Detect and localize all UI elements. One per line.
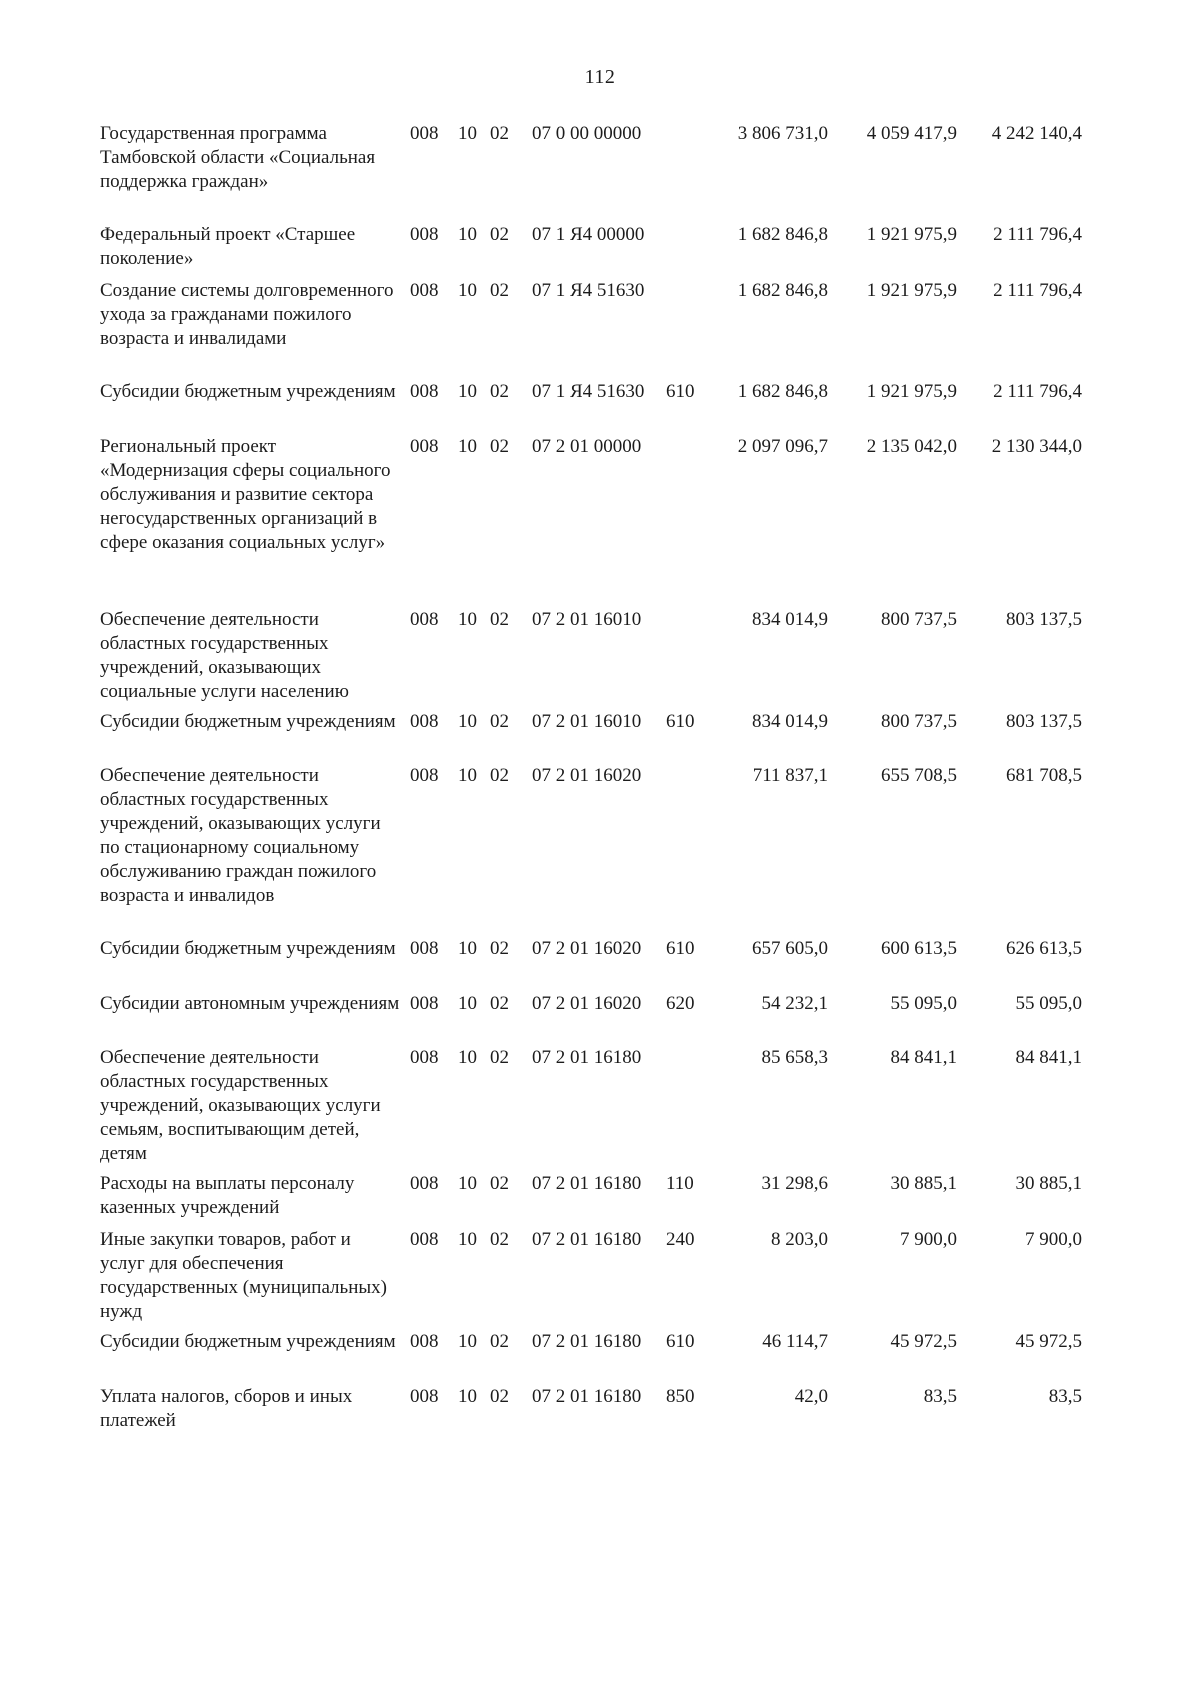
row-grbs-code: 008 <box>410 765 439 786</box>
row-section-code: 10 <box>458 1173 477 1194</box>
row-grbs-code: 008 <box>410 1229 439 1250</box>
row-amount-1: 8 203,0 <box>771 1229 828 1250</box>
row-grbs-code: 008 <box>410 609 439 630</box>
row-amount-2: 800 737,5 <box>881 711 957 732</box>
row-subsection-code: 02 <box>490 1173 509 1194</box>
row-expense-type: 610 <box>666 711 695 732</box>
row-target-article: 07 2 01 16010 <box>532 609 642 630</box>
row-name: Субсидии автономным учреждениям <box>100 993 400 1014</box>
row-amount-2: 45 972,5 <box>890 1331 957 1352</box>
row-amount-3: 803 137,5 <box>1006 711 1082 732</box>
row-name: Иные закупки товаров, работ и услуг для обеспечения государственных (муниципальных) нужд <box>100 1229 387 1322</box>
row-target-article: 07 2 01 16020 <box>532 765 642 786</box>
row-amount-3: 30 885,1 <box>1015 1173 1082 1194</box>
row-amount-1: 42,0 <box>794 1386 828 1407</box>
row-amount-1: 834 014,9 <box>752 609 828 630</box>
row-section-code: 10 <box>458 436 477 457</box>
table-row <box>100 122 1100 192</box>
row-amount-2: 55 095,0 <box>890 993 957 1014</box>
row-grbs-code: 008 <box>410 1331 439 1352</box>
row-amount-3: 2 111 796,4 <box>993 280 1082 301</box>
row-amount-3: 2 130 344,0 <box>991 436 1082 457</box>
row-target-article: 07 2 01 16180 <box>532 1331 642 1352</box>
row-name: Субсидии бюджетным учреждениям <box>100 938 396 959</box>
row-expense-type: 110 <box>666 1173 694 1194</box>
row-name: Обеспечение деятельности областных государственных учреждений, оказывающих услуги семьям, воспитывающим детей, детям <box>100 1047 381 1164</box>
row-amount-3: 2 111 796,4 <box>993 381 1082 402</box>
row-section-code: 10 <box>458 1047 477 1068</box>
row-amount-2: 655 708,5 <box>881 765 957 786</box>
table-row <box>100 380 1100 440</box>
table-row <box>100 435 1100 553</box>
row-amount-1: 2 097 096,7 <box>737 436 828 457</box>
table-row <box>100 223 1100 283</box>
row-name: Расходы на выплаты персоналу казенных учреждений <box>100 1173 355 1218</box>
row-name: Субсидии бюджетным учреждениям <box>100 1331 396 1352</box>
row-amount-3: 84 841,1 <box>1015 1047 1082 1068</box>
row-subsection-code: 02 <box>490 938 509 959</box>
row-target-article: 07 2 01 00000 <box>532 436 642 457</box>
row-amount-3: 7 900,0 <box>1025 1229 1082 1250</box>
row-grbs-code: 008 <box>410 1173 439 1194</box>
row-section-code: 10 <box>458 381 477 402</box>
row-grbs-code: 008 <box>410 381 439 402</box>
row-grbs-code: 008 <box>410 993 439 1014</box>
row-amount-2: 1 921 975,9 <box>866 381 957 402</box>
row-expense-type: 620 <box>666 993 695 1014</box>
row-name: Федеральный проект «Старшее поколение» <box>100 224 356 269</box>
row-grbs-code: 008 <box>410 123 439 144</box>
row-amount-1: 1 682 846,8 <box>737 224 828 245</box>
row-amount-1: 54 232,1 <box>761 993 828 1014</box>
row-name: Обеспечение деятельности областных государственных учреждений, оказывающих социальные услуги населению <box>100 609 349 702</box>
row-amount-2: 600 613,5 <box>881 938 957 959</box>
table-row <box>100 279 1100 349</box>
table-row <box>100 764 1100 906</box>
row-target-article: 07 2 01 16180 <box>532 1386 642 1407</box>
row-grbs-code: 008 <box>410 280 439 301</box>
row-amount-1: 657 605,0 <box>752 938 828 959</box>
row-grbs-code: 008 <box>410 224 439 245</box>
row-name: Создание системы долговременного ухода за гражданами пожилого возраста и инвалидами <box>100 280 394 349</box>
row-amount-2: 84 841,1 <box>890 1047 957 1068</box>
row-subsection-code: 02 <box>490 123 509 144</box>
row-name: Региональный проект «Модернизация сферы социального обслуживания и развитие сектора негосударственных организаций в сфере оказания социальных услуг» <box>100 436 391 553</box>
row-amount-1: 3 806 731,0 <box>737 123 828 144</box>
row-grbs-code: 008 <box>410 1047 439 1068</box>
row-amount-2: 1 921 975,9 <box>866 224 957 245</box>
row-amount-1: 1 682 846,8 <box>737 280 828 301</box>
row-section-code: 10 <box>458 280 477 301</box>
row-amount-3: 4 242 140,4 <box>991 123 1082 144</box>
row-section-code: 10 <box>458 123 477 144</box>
row-subsection-code: 02 <box>490 765 509 786</box>
row-grbs-code: 008 <box>410 436 439 457</box>
row-section-code: 10 <box>458 609 477 630</box>
table-row <box>100 1172 1100 1232</box>
table-row <box>100 1330 1100 1390</box>
table-row <box>100 1385 1100 1445</box>
row-name: Субсидии бюджетным учреждениям <box>100 711 396 732</box>
row-amount-1: 85 658,3 <box>761 1047 828 1068</box>
row-subsection-code: 02 <box>490 280 509 301</box>
row-section-code: 10 <box>458 1331 477 1352</box>
row-subsection-code: 02 <box>490 381 509 402</box>
row-subsection-code: 02 <box>490 1229 509 1250</box>
row-target-article: 07 2 01 16180 <box>532 1047 642 1068</box>
row-subsection-code: 02 <box>490 609 509 630</box>
table-row <box>100 937 1100 997</box>
row-subsection-code: 02 <box>490 1047 509 1068</box>
row-amount-3: 45 972,5 <box>1015 1331 1082 1352</box>
row-name: Субсидии бюджетным учреждениям <box>100 381 396 402</box>
row-amount-3: 803 137,5 <box>1006 609 1082 630</box>
row-amount-3: 681 708,5 <box>1006 765 1082 786</box>
row-target-article: 07 2 01 16020 <box>532 993 642 1014</box>
table-row <box>100 992 1100 1052</box>
row-target-article: 07 1 Я4 51630 <box>532 280 645 301</box>
row-amount-1: 711 837,1 <box>752 765 828 786</box>
row-subsection-code: 02 <box>490 711 509 732</box>
row-target-article: 07 1 Я4 51630 <box>532 381 645 402</box>
row-name: Государственная программа Тамбовской области «Социальная поддержка граждан» <box>100 123 376 192</box>
row-target-article: 07 2 01 16180 <box>532 1229 642 1250</box>
row-target-article: 07 1 Я4 00000 <box>532 224 645 245</box>
row-target-article: 07 0 00 00000 <box>532 123 642 144</box>
row-section-code: 10 <box>458 938 477 959</box>
row-section-code: 10 <box>458 711 477 732</box>
row-grbs-code: 008 <box>410 711 439 732</box>
row-section-code: 10 <box>458 765 477 786</box>
row-expense-type: 610 <box>666 938 695 959</box>
table-row <box>100 608 1100 702</box>
row-amount-3: 626 613,5 <box>1006 938 1082 959</box>
row-amount-2: 2 135 042,0 <box>866 436 957 457</box>
row-amount-1: 46 114,7 <box>762 1331 828 1352</box>
table-row <box>100 1228 1100 1322</box>
row-subsection-code: 02 <box>490 1386 509 1407</box>
row-subsection-code: 02 <box>490 224 509 245</box>
row-target-article: 07 2 01 16010 <box>532 711 642 732</box>
row-amount-2: 7 900,0 <box>900 1229 957 1250</box>
row-subsection-code: 02 <box>490 1331 509 1352</box>
row-amount-2: 83,5 <box>923 1386 957 1407</box>
row-amount-2: 4 059 417,9 <box>866 123 957 144</box>
table-row <box>100 710 1100 770</box>
row-subsection-code: 02 <box>490 436 509 457</box>
row-name: Уплата налогов, сборов и иных платежей <box>100 1386 353 1431</box>
page-number: 112 <box>584 66 616 88</box>
row-expense-type: 240 <box>666 1229 695 1250</box>
row-section-code: 10 <box>458 1229 477 1250</box>
row-expense-type: 610 <box>666 1331 695 1352</box>
row-target-article: 07 2 01 16020 <box>532 938 642 959</box>
row-section-code: 10 <box>458 224 477 245</box>
row-amount-2: 1 921 975,9 <box>866 280 957 301</box>
row-amount-2: 800 737,5 <box>881 609 957 630</box>
row-amount-1: 834 014,9 <box>752 711 828 732</box>
row-amount-1: 1 682 846,8 <box>737 381 828 402</box>
row-name: Обеспечение деятельности областных государственных учреждений, оказывающих услуги по стационарному социальному обслуживанию граждан пожилого возраста и инвалидов <box>100 765 381 906</box>
row-amount-3: 2 111 796,4 <box>993 224 1082 245</box>
row-subsection-code: 02 <box>490 993 509 1014</box>
row-grbs-code: 008 <box>410 938 439 959</box>
row-section-code: 10 <box>458 993 477 1014</box>
row-amount-2: 30 885,1 <box>890 1173 957 1194</box>
row-amount-1: 31 298,6 <box>761 1173 828 1194</box>
row-section-code: 10 <box>458 1386 477 1407</box>
row-expense-type: 850 <box>666 1386 695 1407</box>
table-row <box>100 1046 1100 1164</box>
row-target-article: 07 2 01 16180 <box>532 1173 642 1194</box>
row-amount-3: 55 095,0 <box>1015 993 1082 1014</box>
row-expense-type: 610 <box>666 381 695 402</box>
row-amount-3: 83,5 <box>1048 1386 1082 1407</box>
row-grbs-code: 008 <box>410 1386 439 1407</box>
